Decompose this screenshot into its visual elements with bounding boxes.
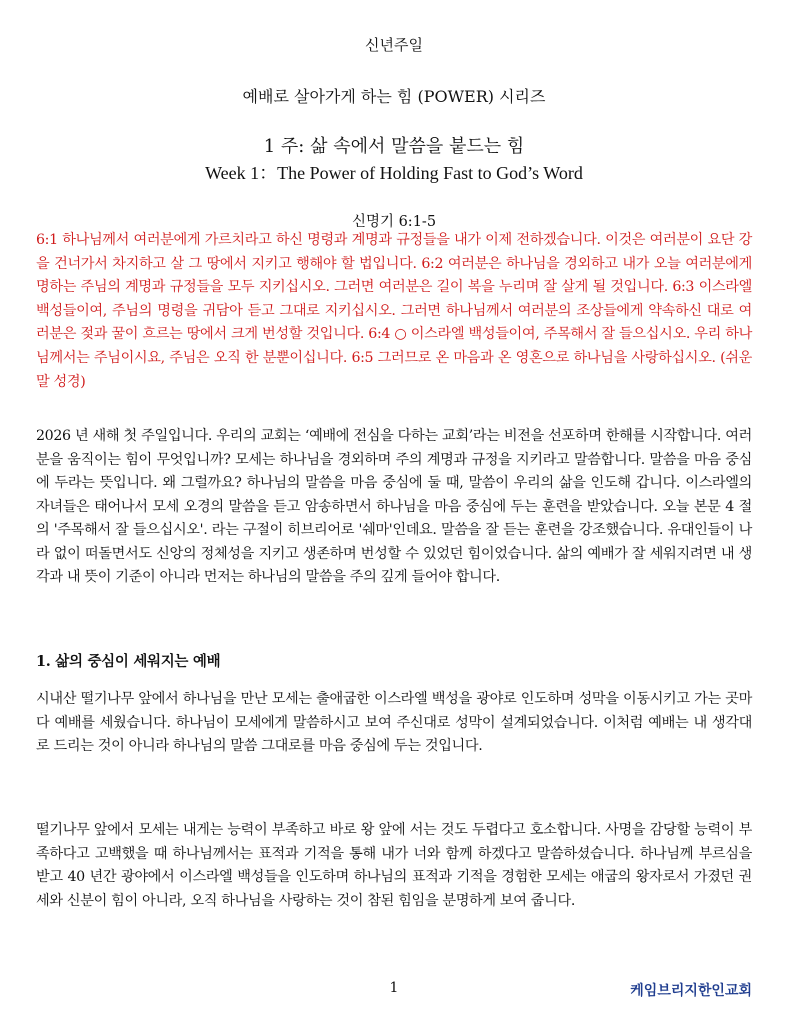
section-paragraph-2: 떨기나무 앞에서 모세는 내게는 능력이 부족하고 바로 왕 앞에 서는 것도 두렵다고 호소합니다. 사명을 감당할 능력이 부족하다고 고백했을 때 하나님께서는 표적과 기적을 통해 내가 너와 함께 하겠다고 말씀하셨습니다. 하나님께 부르심을 받고 40 년간 광야에서 이스라엘 백성들을 인도하며 하나님의 표적과 기적을 경험한 모세는 애굽의 왕자로서 가졌던 권세와 신분이 힘이 아니라, 오직 하나님을 사랑하는 것이 참된 힘임을 분명하게 보여 줍니다. [36,822,752,909]
section-paragraph-1: 시내산 떨기나무 앞에서 하나님을 만난 모세는 출애굽한 이스라엘 백성을 광야로 인도하며 성막을 이동시키고 가는 곳마다 예배를 세웠습니다. 하나님이 모세에게 말씀하시고 보여 주신대로 성막이 설계되었습니다. 이처럼 예배는 내 생각대로 드리는 것이 아니라 하나님의 말씀 그대로를 마음 중심에 두는 것입니다. [36,691,752,754]
sunday-label: 신년주일 [365,36,423,54]
intro-paragraph: 2026 년 새해 첫 주일입니다. 우리의 교회는 ‘예배에 전심을 다하는 교회’라는 비전을 선포하며 한해를 시작합니다. 여러분을 움직이는 힘이 무엇입니까? 모세는 하나님을 경외하며 주의 계명과 규정을 지키라고 말씀합니다. 말씀을 마음 중심에 두라는 뜻입니다. 왜 그럴까요? 하나님의 말씀을 마음 중심에 둘 때, 말씀이 우리의 삶을 인도해 갑니다. 이스라엘의 자녀들은 태어나서 모세 오경의 말씀을 듣고 암송하면서 하나님을 마음 중심에 두는 훈련을 받았습니다. 오늘 본문 4 절의 '주목해서 잘 들으십시오'. 라는 구절이 히브리어로 '쉐마'인데요. 말씀을 잘 듣는 훈련을 강조했습니다. 유대인들이 나라 없이 떠돌면서도 신앙의 정체성을 지키고 생존하며 번성할 수 있었던 힘이었습니다. 삶의 예배가 잘 세워지려면 내 생각과 내 뜻이 기준이 아니라 먼저는 하나님의 말씀을 주의 깊게 들어야 합니다. [36,428,752,585]
scripture-passage: 6:1 하나님께서 여러분에게 가르치라고 하신 명령과 계명과 규정들을 내가 이제 전하겠습니다. 이것은 여러분이 요단 강을 건너가서 차지하고 살 그 땅에서 지키고 행해야 할 법입니다. 6:2 여러분은 하나님을 경외하고 내가 오늘 여러분에게 명하는 주님의 계명과 규정들을 모두 지키십시오. 그러면 여러분은 길이 복을 누리며 잘 살게 될 것입니다. 6:3 이스라엘 백성들이여, 주님의 명령을 귀담아 듣고 그대로 지키십시오. 그러면 하나님께서 여러분의 조상들에게 약속하신 대로 여러분은 젖과 꿀이 흐르는 땅에서 크게 번성할 것입니다. 6:4 ○ 이스라엘 백성들이여, 주목해서 잘 들으십시오. 우리 하나님께서는 주님이시요, 주님은 오직 한 분뿐이십니다. 6:5 그러므로 온 마음과 온 영혼으로 하나님을 사랑하십시오. (쉬운말 성경) [36,232,752,390]
church-name: 케임브리지한인교회 [630,983,752,999]
section-heading: 1. 삶의 중심이 세워지는 예배 [36,653,221,670]
scripture-reference: 신명기 6:1-5 [351,214,437,230]
page-number: 1 [389,980,399,996]
week-title-english: Week 1：The Power of Holding Fast to God’s Word [205,163,583,183]
week-title-korean: 1 주: 삶 속에서 말씀을 붙드는 힘 [263,136,525,157]
series-title: 예배로 살아가게 하는 힘 (POWER) 시리즈 [242,87,546,106]
